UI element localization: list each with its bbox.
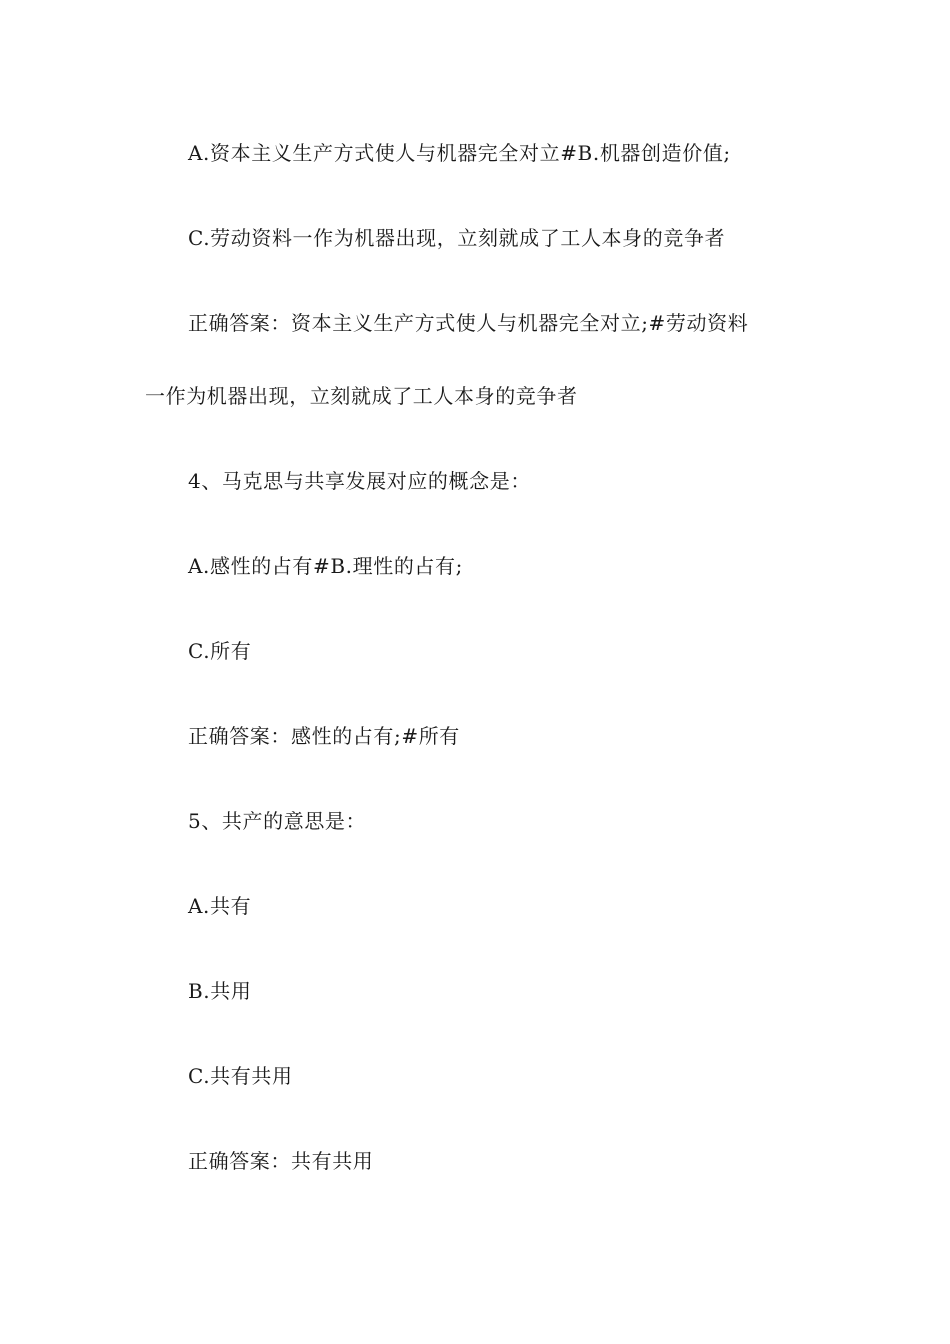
q4-option-ab: A.感性的占有#B.理性的占有; [188, 554, 463, 578]
q5-answer: 正确答案：共有共用 [188, 1149, 374, 1173]
q5-option-a: A.共有 [188, 894, 252, 918]
q5-option-b: B.共用 [188, 979, 252, 1003]
q3-answer-line2: 一作为机器出现，立刻就成了工人本身的竞争者 [145, 384, 578, 408]
q5-option-c: C.共有共用 [188, 1064, 293, 1088]
q3-option-c: C.劳动资料一作为机器出现，立刻就成了工人本身的竞争者 [188, 226, 726, 250]
q4-option-c: C.所有 [188, 639, 252, 663]
q4-question: 4、马克思与共享发展对应的概念是： [188, 469, 531, 493]
q3-answer-line1: 正确答案：资本主义生产方式使人与机器完全对立;#劳动资料 [188, 311, 749, 335]
q4-answer: 正确答案：感性的占有;#所有 [188, 724, 460, 748]
q5-question: 5、共产的意思是： [188, 809, 367, 833]
q3-option-ab: A.资本主义生产方式使人与机器完全对立#B.机器创造价值; [188, 141, 731, 165]
